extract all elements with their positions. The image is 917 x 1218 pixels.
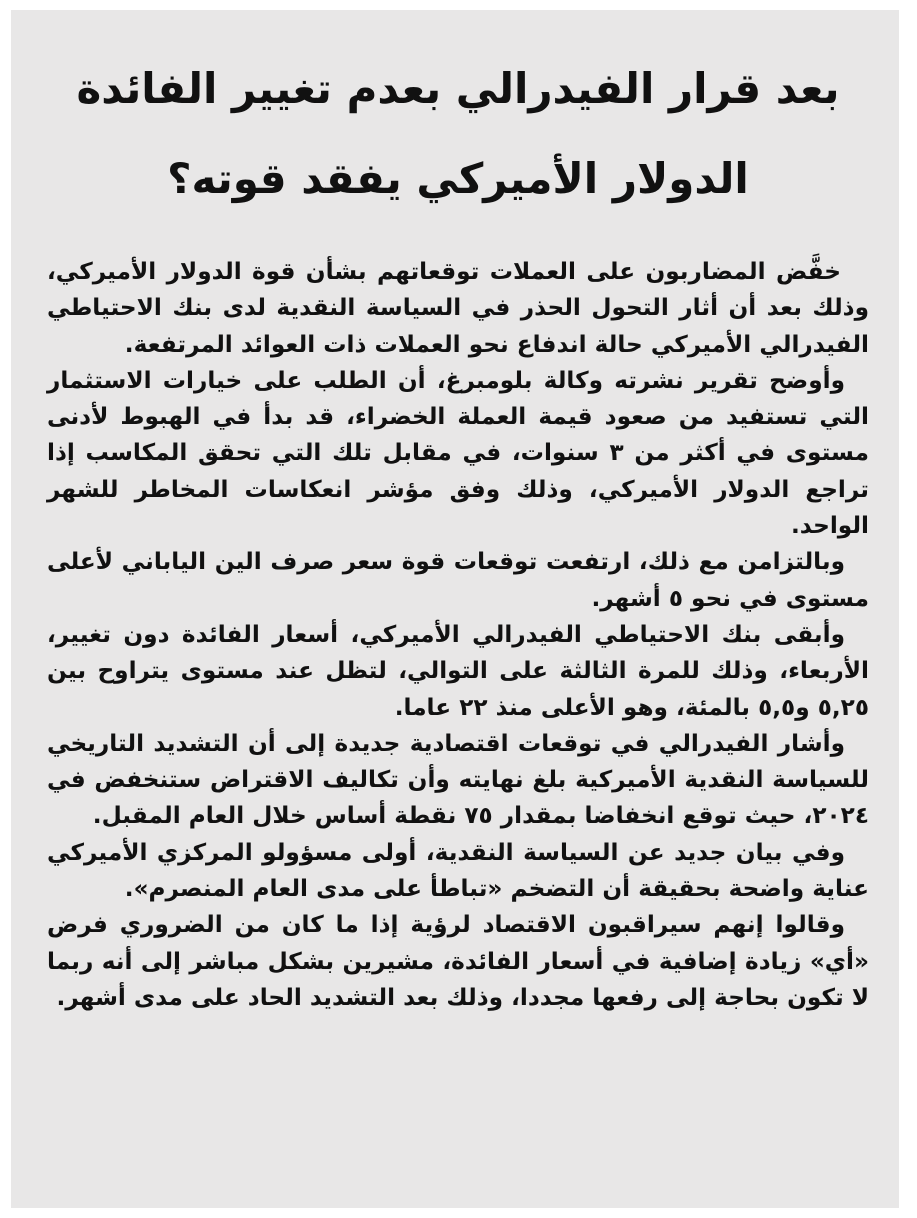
- paragraph-3: وبالتزامن مع ذلك، ارتفعت توقعات قوة سعر صرف الين الياباني لأعلى مستوى في نحو ٥ أشهر.: [47, 548, 869, 612]
- paragraph-1: خفَّض المضاربون على العملات توقعاتهم بشأن قوة الدولار الأميركي، وذلك بعد أن أثار التحول الحذر في السياسة النقدية لدى بنك الاحتياطي الفيدرالي الأميركي حالة اندفاع نحو العملات ذات العوائد المرتفعة.: [47, 258, 869, 358]
- headline-line-1: بعد قرار الفيدرالي بعدم تغيير الفائدة: [76, 64, 840, 113]
- article-body: [47, 254, 869, 1016]
- paragraph-4: وأبقى بنك الاحتياطي الفيدرالي الأميركي، أسعار الفائدة دون تغيير، الأربعاء، وذلك للمرة الثالثة على التوالي، لتظل عند مستوى يتراوح بين ٥,٢٥ و٥,٥ بالمئة، وهو الأعلى منذ ٢٢ عاما.: [47, 620, 869, 721]
- article-panel: [11, 10, 899, 1208]
- article-headline: [47, 44, 869, 224]
- paragraph-2: وأوضح تقرير نشرته وكالة بلومبرغ، أن الطلب على خيارات الاستثمار التي تستفيد من صعود قيمة العملة الخضراء، قد بدأ في الهبوط لأدنى مستوى في أكثر من ٣ سنوات، في مقابل تلك التي تحقق المكاسب إذا تراجع الدولار الأميركي، وذلك وفق مؤشر انعكاسات المخاطر للشهر الواحد.: [47, 366, 870, 540]
- paragraph-5: وأشار الفيدرالي في توقعات اقتصادية جديدة إلى أن التشديد التاريخي للسياسة النقدية الأميركية بلغ نهايته وأن تكاليف الاقتراض ستنخفض في ٢٠٢٤، حيث توقع انخفاضا بمقدار ٧٥ نقطة أساس خلال العام المقبل.: [47, 729, 869, 830]
- paragraph-6: وفي بيان جديد عن السياسة النقدية، أولى مسؤولو المركزي الأميركي عناية واضحة بحقيقة أن التضخم «تباطأ على مدى العام المنصرم».: [47, 838, 869, 903]
- headline-line-2: الدولار الأميركي يفقد قوته؟: [167, 154, 749, 203]
- paragraph-7: وقالوا إنهم سيراقبون الاقتصاد لرؤية إذا ما كان من الضروري فرض «أي» زيادة إضافية في أسعار الفائدة، مشيرين بشكل مباشر إلى أنه ربما لا تكون بحاجة إلى رفعها مجددا، وذلك بعد التشديد الحاد على مدى أشهر.: [47, 911, 869, 1011]
